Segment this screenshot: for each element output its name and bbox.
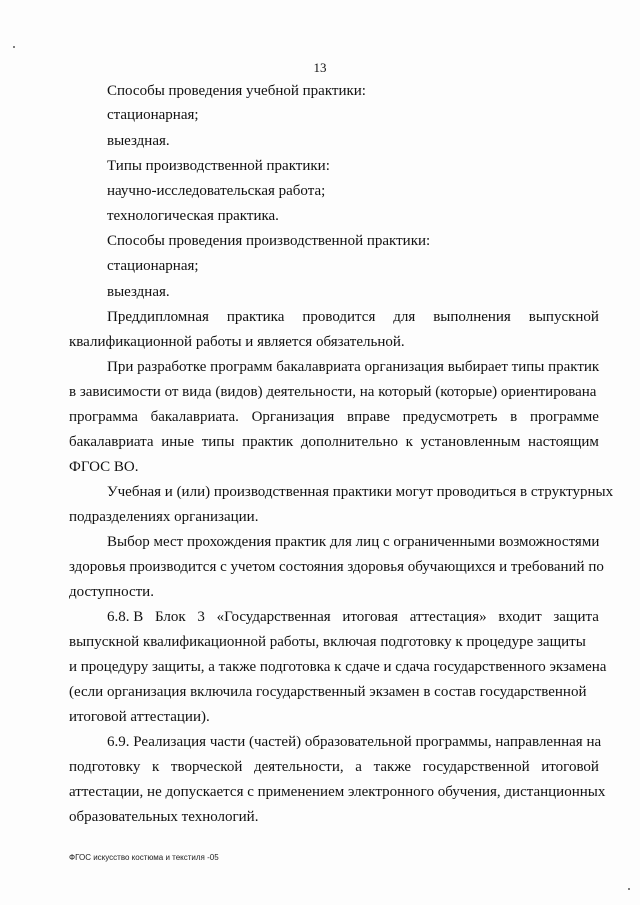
text-line: аттестации, не допускается с применением электронного обучения, дистанционных [69,784,606,800]
word: деятельности, [254,759,344,775]
text-line-justified [69,758,599,776]
scan-speck [13,46,15,48]
text-line: Способы проведения производственной практики: [107,233,431,249]
word: настоящим [528,434,599,450]
word: аттестация» [409,609,487,625]
text-line: выездная. [107,284,170,300]
text-line: Выбор мест прохождения практик для лиц с ограниченными возможностями [107,534,600,550]
word: «Государственная [216,609,331,625]
text-line: здоровья производится с учетом состояния здоровья обучающихся и требований по [69,559,604,575]
word: выполнения [433,309,511,325]
word: творческой [170,759,243,775]
text-line: стационарная; [107,107,199,123]
word: установленным [420,434,521,450]
text-line-justified [107,308,599,326]
word: дополнительно [300,434,398,450]
page-number: 13 [313,60,327,75]
word: государственной [422,759,530,775]
word: программе [529,409,599,425]
word: проводится [302,309,376,325]
text-line: Учебная и (или) производственная практики могут проводиться в структурных [107,484,614,500]
text-line: выпускной квалификационной работы, включая подготовку к процедуре защиты [69,634,586,650]
text-line: квалификационной работы и является обязательной. [69,334,405,350]
text-line: выездная. [107,133,170,149]
word: вправе [347,409,390,425]
word: итоговая [342,609,398,625]
word: входит [498,609,542,625]
text-line: и процедуру защиты, а также подготовка к сдаче и сдача государственного экзамена [69,659,607,675]
scan-speck [628,888,630,890]
text-line: технологическая практика. [107,208,279,224]
word: типы [201,434,235,450]
text-line-justified [69,433,599,451]
word: выпускной [528,309,599,325]
word: для [393,309,416,325]
word: бакалавриата [69,434,154,450]
word: а [355,759,362,775]
word: иные [161,434,195,450]
word: Организация [251,409,335,425]
text-line: 6.9. Реализация части (частей) образовательной программы, направленная на [107,734,602,750]
text-line: подразделениях организации. [69,509,259,525]
text-line: итоговой аттестации). [69,709,210,725]
text-line: стационарная; [107,258,199,274]
text-line: научно-исследовательская работа; [107,183,326,199]
text-line-justified [69,408,599,426]
word: к [151,759,160,775]
word: итоговой [541,759,599,775]
word: защита [553,609,599,625]
text-line: в зависимости от вида (видов) деятельности, на который (которые) ориентирована [69,384,597,400]
text-line: При разработке программ бакалавриата организация выбирает типы практик [107,359,600,375]
page-footer: ФГОС искусство костюма и текстиля -05 [69,853,219,862]
word: 6.8. В [107,609,144,625]
word: практика [226,309,285,325]
word: Блок [154,609,186,625]
word: к [405,434,413,450]
text-line: (если организация включила государственный экзамен в состав государственной [69,684,587,700]
word: Преддипломная [107,309,209,325]
word: бакалавриата. [150,409,239,425]
word: практик [242,434,294,450]
word: 3 [197,609,205,625]
word: в [510,409,518,425]
text-line: Способы проведения учебной практики: [107,83,366,99]
word: также [373,759,412,775]
text-line: доступности. [69,584,154,600]
text-line: образовательных технологий. [69,809,259,825]
word: подготовку [69,759,141,775]
word: программа [69,409,138,425]
text-line: ФГОС ВО. [69,459,139,475]
text-line-justified [107,608,599,626]
word: предусмотреть [402,409,498,425]
text-line: Типы производственной практики: [107,158,330,174]
